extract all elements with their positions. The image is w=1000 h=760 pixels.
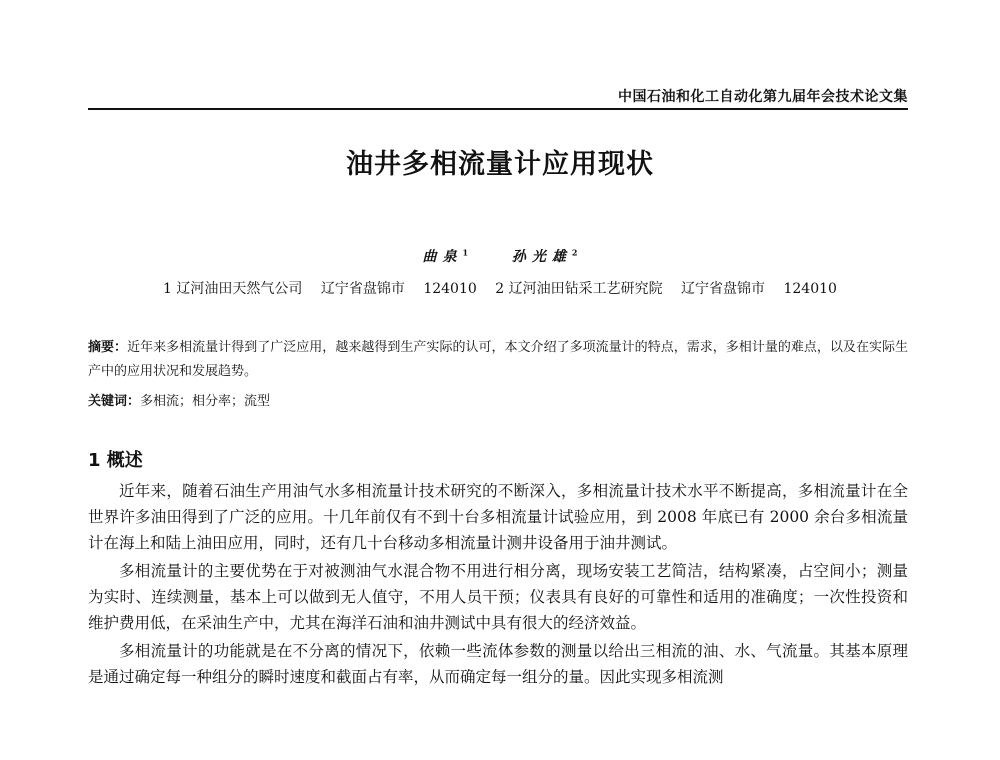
body-paragraph: 多相流量计的主要优势在于对被测油气水混合物不用进行相分离，现场安装工艺简洁，结构紧凑，占空间小；测量为实时、连续测量，基本上可以做到无人值守，不用人员干预；仪表具有良好的可靠性和适用的准确度；一次性投资和维护费用低，在采油生产中，尤其在海洋石油和油井测试中具有很大的经济效益。 xyxy=(88,562,908,632)
affiliation-line xyxy=(0,278,1000,298)
running-header: 中国石油和化工自动化第九届年会技术论文集 xyxy=(618,89,908,105)
affiliation-org: 2 辽河油田钻采工艺研究院 xyxy=(495,281,663,297)
author-affiliation-marker: 2 xyxy=(571,247,578,258)
keywords xyxy=(88,390,908,414)
abstract xyxy=(88,336,908,384)
abstract-text: 近年来多相流量计得到了广泛应用，越来越得到生产实际的认可，本文介绍了多项流量计的特点，需求，多相计量的难点，以及在实际生产中的应用状况和发展趋势。 xyxy=(88,340,908,379)
affiliation-city: 辽宁省盘锦市 xyxy=(320,281,405,297)
body-paragraph: 近年来，随着石油生产用油气水多相流量计技术研究的不断深入，多相流量计技术水平不断提高，多相流量计在全世界许多油田得到了广泛的应用。十几年前仅有不到十台多相流量计试验应用，到 2008 年底已有 2000 余台多相流量计在海上和陆上油田应用，同时，还有几十台移动多相流量计测井设备用于油井测试。 xyxy=(88,482,908,552)
author-name: 孙光雄 xyxy=(511,249,572,265)
header-rule xyxy=(88,108,908,110)
abstract-label: 摘要： xyxy=(88,340,128,355)
affiliation-postcode: 124010 xyxy=(423,281,477,297)
author-name: 曲泉 xyxy=(422,249,463,265)
body-paragraph: 多相流量计的功能就是在不分离的情况下，依赖一些流体参数的测量以给出三相流的油、水、气流量。其基本原理是通过确定每一种组分的瞬时速度和截面占有率，从而确定每一组分的量。因此实现多相流测 xyxy=(88,642,908,686)
author-affiliation-marker: 1 xyxy=(462,247,469,258)
affiliation-postcode: 124010 xyxy=(783,281,837,297)
author-line xyxy=(0,246,1000,266)
keywords-label: 关键词： xyxy=(88,394,141,409)
affiliation-org: 1 辽河油田天然气公司 xyxy=(163,281,303,297)
paper-title: 油井多相流量计应用现状 xyxy=(346,149,654,180)
affiliation-city: 辽宁省盘锦市 xyxy=(681,281,766,297)
section-body xyxy=(88,478,908,692)
keywords-text: 多相流；相分率；流型 xyxy=(140,394,271,409)
section-heading: 1 概述 xyxy=(88,450,143,471)
